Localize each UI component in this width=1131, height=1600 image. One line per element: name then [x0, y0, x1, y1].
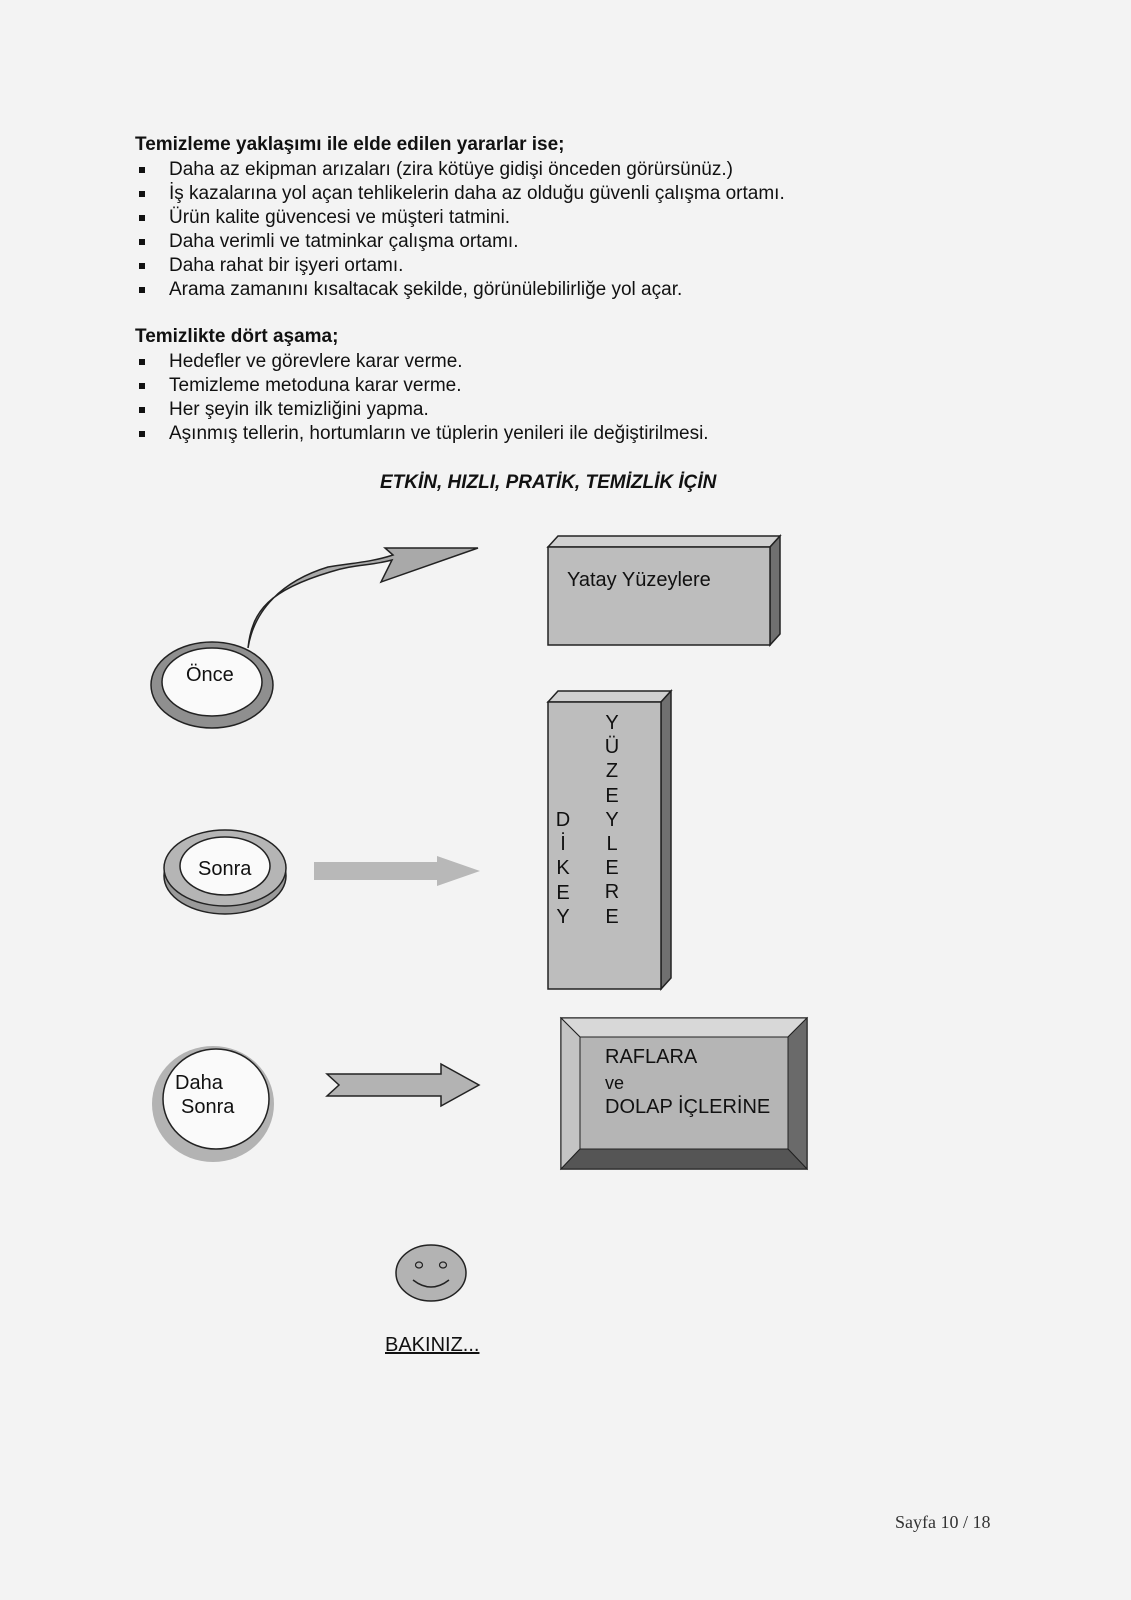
- curved-arrow-icon: [248, 548, 478, 648]
- list-item: Hedefler ve görevlere karar verme.: [135, 350, 709, 374]
- daha-label: Daha: [175, 1072, 223, 1094]
- raflar-box-bevel-left: [561, 1018, 580, 1169]
- list-item: Ürün kalite güvencesi ve müşteri tatmini.: [135, 206, 785, 230]
- yatay-box-side: [770, 536, 780, 645]
- yatay-box-top: [548, 536, 780, 547]
- list-item: Daha rahat bir işyeri ortamı.: [135, 254, 785, 278]
- notched-arrow-icon: [327, 1064, 479, 1106]
- dikey-vertical-label: D İ K E Y: [555, 809, 571, 928]
- list-item: Aşınmış tellerin, hortumların ve tüplerin yenileri ile değiştirilmesi.: [135, 422, 709, 446]
- once-label: Önce: [186, 664, 234, 686]
- raflar-box-bevel-bottom: [561, 1149, 807, 1169]
- list-item: Her şeyin ilk temizliğini yapma.: [135, 398, 709, 422]
- raflar-line1: RAFLARA: [605, 1046, 698, 1068]
- raflar-box-bevel-right: [788, 1018, 807, 1169]
- list-item: Daha az ekipman arızaları (zira kötüye gidişi önceden görürsünüz.): [135, 158, 785, 182]
- yatay-box-front: [548, 547, 770, 645]
- list-item: İş kazalarına yol açan tehlikelerin daha az olduğu güvenli çalışma ortamı.: [135, 182, 785, 206]
- dikey-box-top: [548, 691, 671, 702]
- smiley-face-icon: [396, 1245, 466, 1301]
- yatay-label: Yatay Yüzeylere: [567, 569, 711, 591]
- raflar-line2: ve: [605, 1073, 625, 1093]
- list-item: Temizleme metoduna karar verme.: [135, 374, 709, 398]
- benefits-heading: Temizleme yaklaşımı ile elde edilen yararlar ise;: [135, 134, 565, 155]
- yuzeyler-vertical-label: Y Ü Z E Y L E R E: [604, 712, 620, 928]
- raflar-box-bevel-top: [561, 1018, 807, 1037]
- bakiniz-link[interactable]: BAKINIZ...: [385, 1334, 480, 1356]
- straight-arrow-icon: [314, 856, 480, 886]
- stages-heading: Temizlikte dört aşama;: [135, 326, 339, 347]
- diagram-title: ETKİN, HIZLI, PRATİK, TEMİZLİK İÇİN: [380, 472, 717, 493]
- daha-sonra-label: Sonra: [181, 1096, 235, 1118]
- list-item: Arama zamanını kısaltacak şekilde, görünülebilirliğe yol açar.: [135, 278, 785, 302]
- list-item: Daha verimli ve tatminkar çalışma ortamı.: [135, 230, 785, 254]
- page-number: Sayfa 10 / 18: [895, 1512, 991, 1532]
- sonra-label: Sonra: [198, 858, 252, 880]
- raflar-line3: DOLAP İÇLERİNE: [605, 1096, 771, 1118]
- dikey-box-side: [661, 691, 671, 989]
